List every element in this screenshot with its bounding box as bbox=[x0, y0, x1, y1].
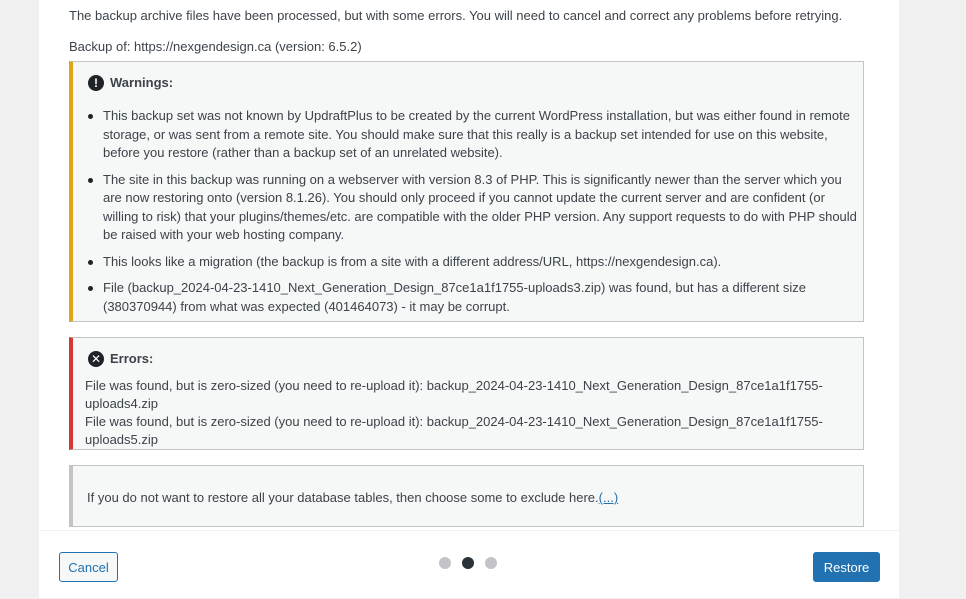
warning-item: The site in this backup was running on a webserver with version 8.3 of PHP. This is significantly newer than the server which you are now restoring onto (version 8.1.26). You should only proceed if you cannot update the current server and are confident (or willing to risk) that your plugins/themes/etc. are compatible with the older PHP version. Any support requests to do with PHP should be raised with your web hosting company. bbox=[85, 171, 860, 245]
warnings-header bbox=[88, 74, 173, 92]
exclude-tables-text: If you do not want to restore all your database tables, then choose some to exclude here. bbox=[87, 490, 599, 505]
cancel-button[interactable]: Cancel bbox=[59, 552, 118, 582]
warnings-notice bbox=[69, 61, 864, 322]
exclude-tables-notice bbox=[69, 465, 864, 527]
restore-button[interactable]: Restore bbox=[813, 552, 880, 582]
exclude-tables-link[interactable]: (...) bbox=[598, 490, 619, 505]
error-item: File was found, but is zero-sized (you need to re-upload it): backup_2024-04-23-1410_Next_Generation_Design_87ce1a1f1755-uploads5.zip bbox=[85, 414, 823, 447]
errors-title: Errors: bbox=[110, 351, 154, 366]
modal-footer bbox=[39, 530, 899, 599]
warning-item: File (backup_2024-04-23-1410_Next_Generation_Design_87ce1a1f1755-uploads3.zip) was found, but has a different size (380370944) from what was expected (401464073) - it may be corrupt. bbox=[85, 279, 860, 316]
errors-notice bbox=[69, 337, 864, 450]
exclamation-icon: ! bbox=[88, 75, 104, 91]
step-dot-2-active bbox=[462, 557, 474, 569]
step-dot-1 bbox=[439, 557, 451, 569]
warning-item: This backup set was not known by UpdraftPlus to be created by the current WordPress installation, but was either found in remote storage, or was sent from a remote site. You should make sure that this really is a backup set intended for use on this website, before you restore (rather than a backup set of an unrelated website). bbox=[85, 107, 860, 163]
warnings-title: Warnings: bbox=[110, 75, 174, 90]
error-item: File was found, but is zero-sized (you need to re-upload it): backup_2024-04-23-1410_Next_Generation_Design_87ce1a1f1755-uploads4.zip bbox=[85, 378, 823, 411]
step-indicator bbox=[439, 557, 497, 569]
step-dot-3 bbox=[485, 557, 497, 569]
restore-modal bbox=[39, 0, 899, 598]
error-x-icon: ✕ bbox=[88, 351, 104, 367]
errors-header bbox=[88, 350, 153, 368]
warnings-list bbox=[85, 107, 860, 324]
errors-list bbox=[85, 377, 845, 449]
exclude-tables-text-row bbox=[87, 489, 618, 507]
backup-source: Backup of: https://nexgendesign.ca (version: 6.5.2) bbox=[69, 39, 362, 54]
intro-message: The backup archive files have been processed, but with some errors. You will need to cancel and correct any problems before retrying. bbox=[69, 8, 843, 23]
warning-item: This looks like a migration (the backup is from a site with a different address/URL, https://nexgendesign.ca). bbox=[85, 253, 860, 272]
